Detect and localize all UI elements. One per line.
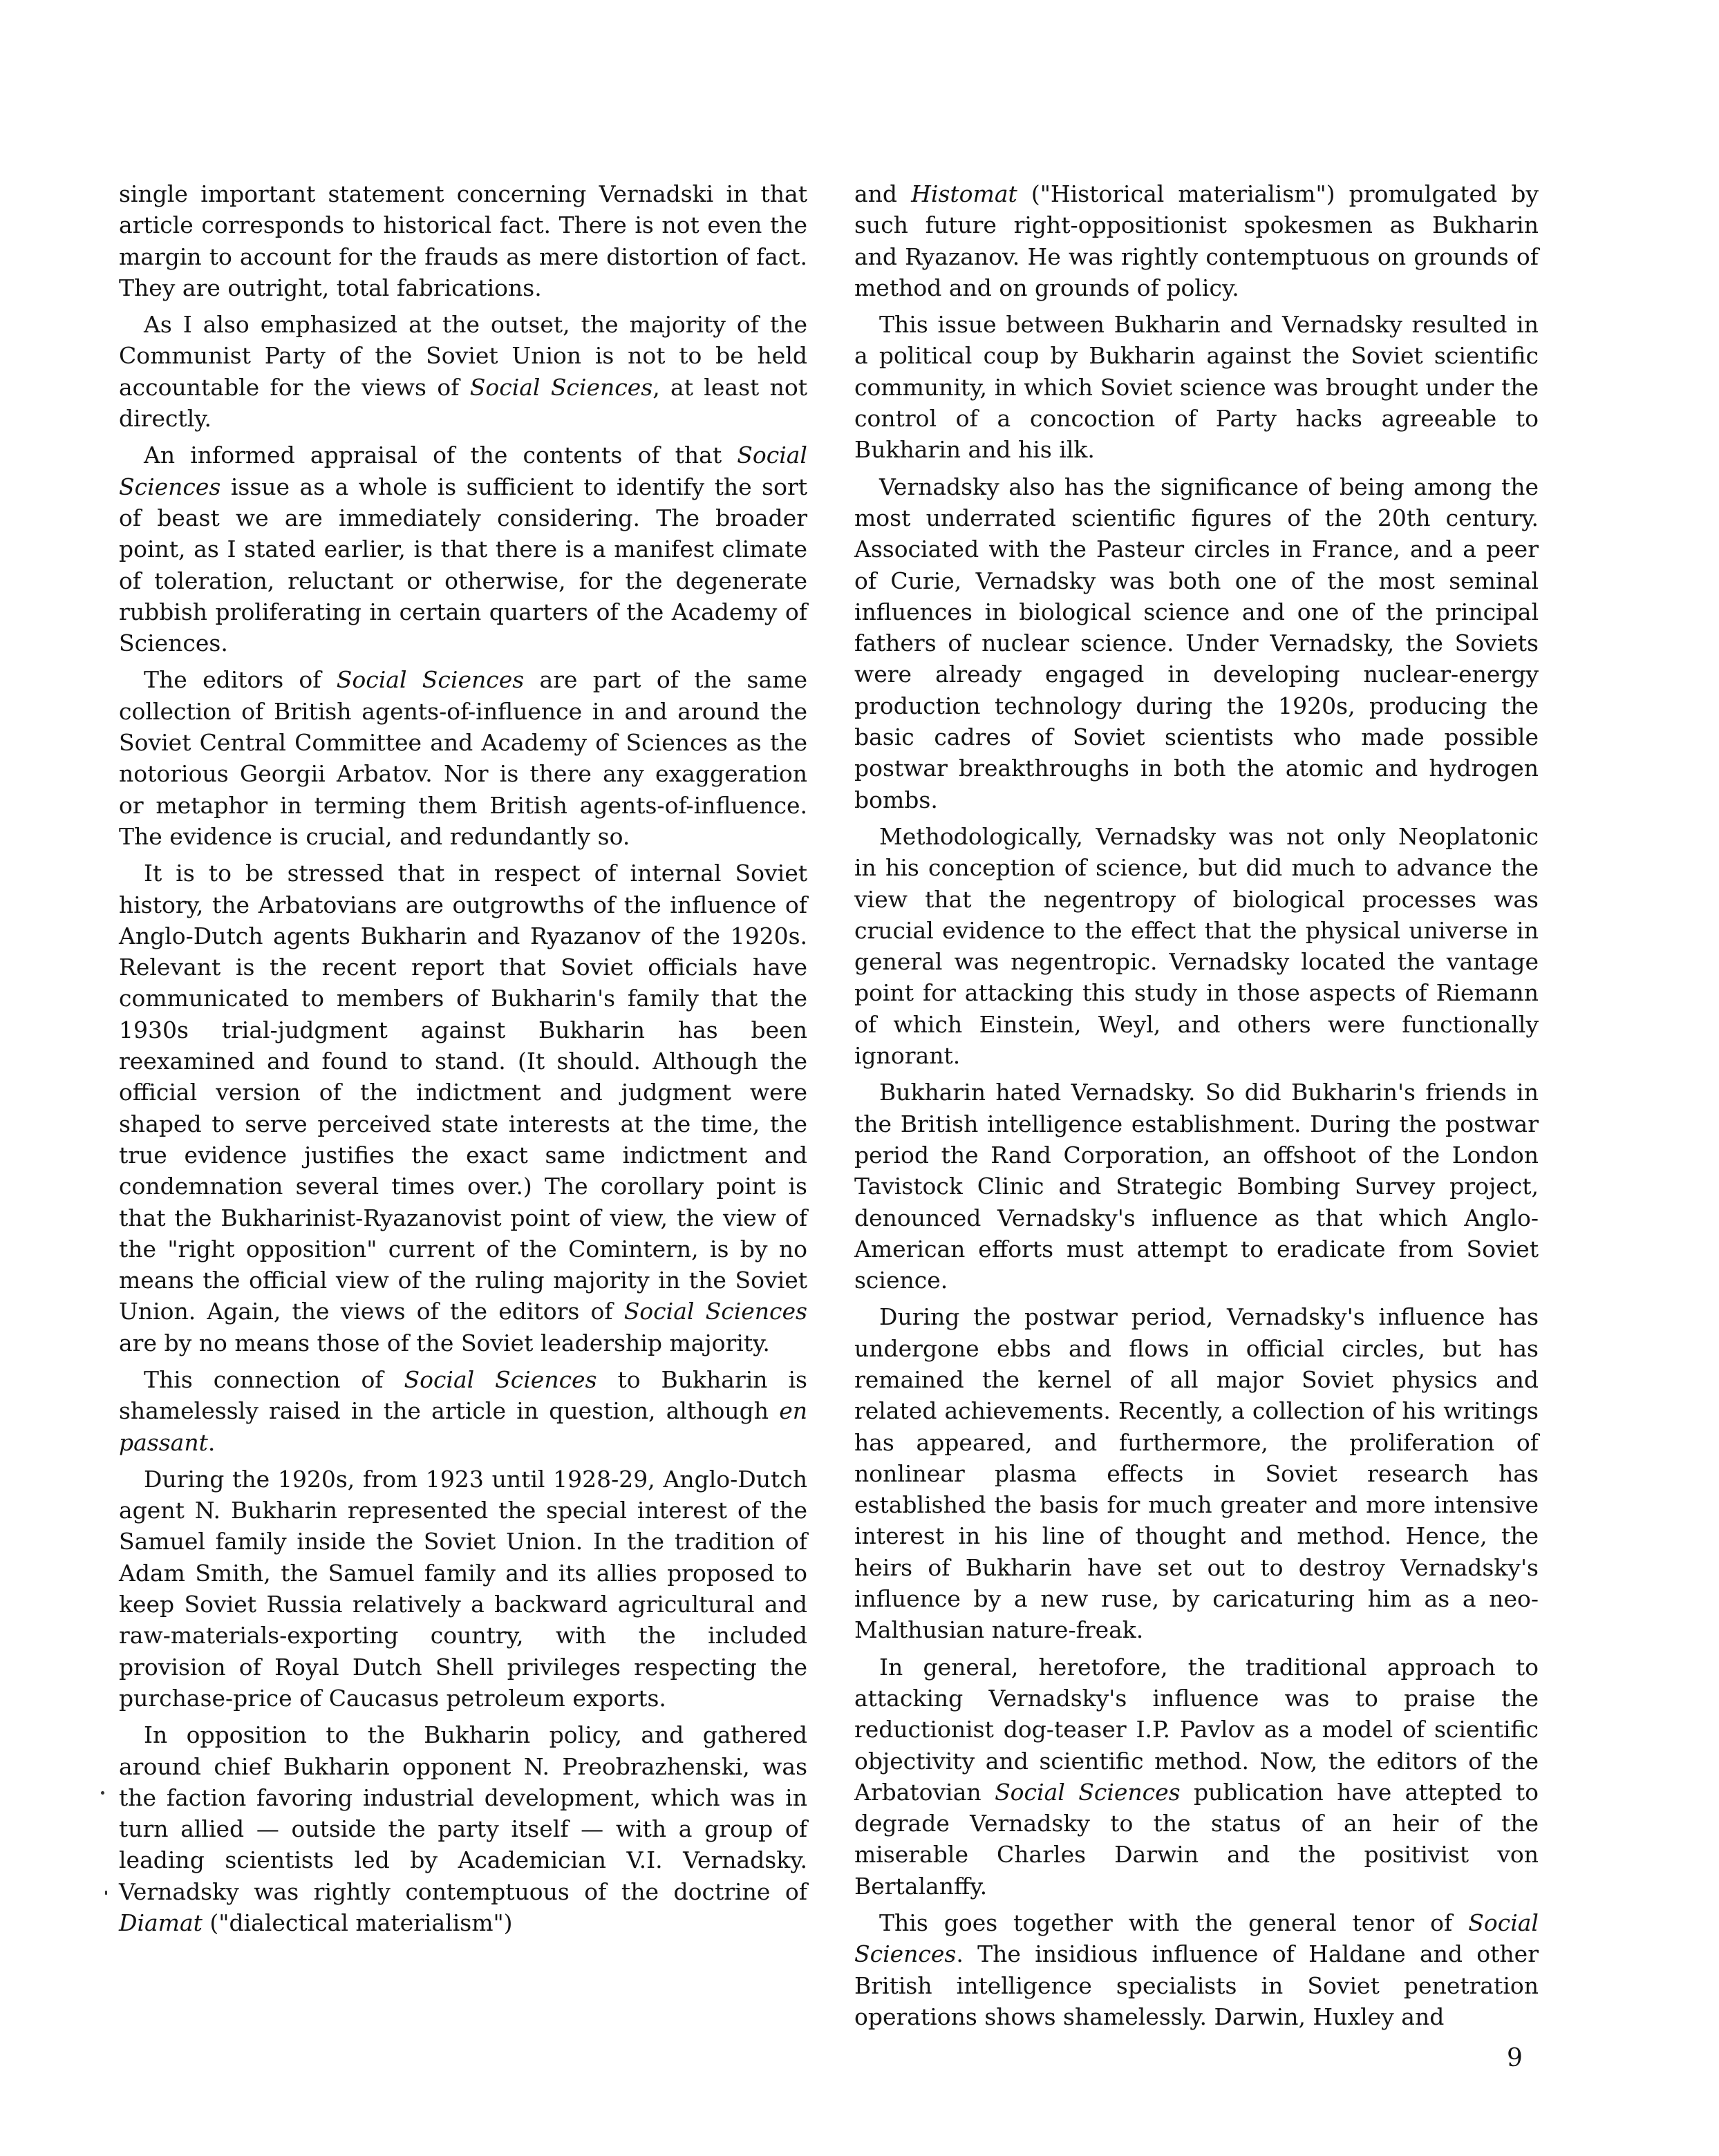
paragraph: In opposition to the Bukharin policy, and gathered around chief Bukharin opponent N. Preobrazhenski, was the faction favoring industrial development, which was in turn allied — outside the party itself — with a group of leading scientists led by Academician V.I. Vernadsky. Vernadsky was rightly contemptuous of the doctrine of Diamat ("dialectical materialism") (119, 1721, 807, 1937)
italic-title: Social Sciences (995, 1778, 1181, 1806)
paragraph: The editors of Social Sciences are part of the same collection of British agents-of-influence in and around the Soviet Central Committee and Academy of Sciences as the notorious Georgii Arbatov. Nor is there any exaggeration or metaphor in terming them British agents-of-influence. The evidence is crucial, and redundantly so. (119, 666, 807, 850)
italic-title: Social Sciences (119, 442, 807, 500)
italic-title: Social Sciences (469, 373, 653, 401)
paragraph: As I also emphasized at the outset, the majority of the Communist Party of the Soviet Union is not to be held accountable for the views of Social Sciences, at least not directly. (119, 311, 807, 433)
paragraph: single important statement concerning Vernadski in that article corresponds to historical fact. There is not even the margin to account for the frauds as mere distortion of fact. They are outright, total fabrications. (119, 180, 807, 301)
paragraph: This issue between Bukharin and Vernadsky resulted in a political coup by Bukharin against the Soviet scientific community, in which Soviet science was brought under the control of a concoction of Party hacks agreeable to Bukharin and his ilk. (854, 311, 1539, 464)
paragraph: Bukharin hated Vernadsky. So did Bukharin's friends in the British intelligence establishment. During the postwar period the Rand Corporation, an offshoot of the London Tavistock Clinic and Strategic Bombing Survey project, denounced Vernadsky's influence as that which Anglo-American efforts must attempt to eradicate from Soviet science. (854, 1079, 1539, 1294)
italic-phrase: en passant (119, 1397, 807, 1456)
paragraph: An informed appraisal of the contents of that Social Sciences issue as a whole is sufficient to identify the sort of beast we are immediately considering. The broader point, as I stated earlier, is that there is a manifest climate of toleration, reluctant or otherwise, for the degenerate rubbish proliferating in certain quarters of the Academy of Sciences. (119, 442, 807, 657)
scan-speck (105, 1891, 107, 1895)
italic-title: Social Sciences (336, 666, 525, 694)
italic-title: Social Sciences (854, 1909, 1539, 1968)
paragraph: This connection of Social Sciences to Bukharin is shamelessly raised in the article in question, although en passant. (119, 1365, 807, 1456)
paragraph: In general, heretofore, the traditional approach to attacking Vernadsky's influence was to praise the reductionist dog-teaser I.P. Pavlov as a model of scientific objectivity and scientific method. Now, the editors of the Arbatovian Social Sciences publication have attepted to degrade Vernadsky to the status of an heir of the miserable Charles Darwin and the positivist von Bertalanffy. (854, 1653, 1539, 1900)
paragraph: and Histomat ("Historical materialism") promulgated by such future right-oppositionist spokesmen as Bukharin and Ryazanov. He was rightly contemptuous on grounds of method and on grounds of policy. (854, 180, 1539, 301)
italic-term: Diamat (119, 1909, 203, 1937)
page-number: 9 (1507, 2044, 1523, 2072)
paragraph: It is to be stressed that in respect of internal Soviet history, the Arbatovians are outgrowths of the influence of Anglo-Dutch agents Bukharin and Ryazanov of the 1920s. Relevant is the recent report that Soviet officials have communicated to members of Bukharin's family that the 1930s trial-judgment against Bukharin has been reexamined and found to stand. (It should. Although the official version of the indictment and judgment were shaped to serve perceived state interests at the time, the true evidence justifies the exact same indictment and condemnation several times over.) The corollary point is that the Bukharinist-Ryazanovist point of view, the view of the "right opposition" current of the Comintern, is by no means the official view of the ruling majority in the Soviet Union. Again, the views of the editors of Social Sciences are by no means those of the Soviet leadership majority. (119, 860, 807, 1356)
italic-title: Social Sciences (623, 1298, 807, 1325)
paragraph: Vernadsky also has the significance of being among the most underrated scientific figures of the 20th century. Associated with the Pasteur circles in France, and a peer of Curie, Vernadsky was both one of the most seminal influences in biological science and one of the principal fathers of nuclear science. Under Vernadsky, the Soviets were already engaged in developing nuclear-energy production technology during the 1920s, producing the basic cadres of Soviet scientists who made possible postwar breakthroughs in both the atomic and hydrogen bombs. (854, 473, 1539, 813)
italic-title: Social Sciences (404, 1365, 597, 1393)
scan-speck (101, 1791, 104, 1795)
paragraph: Methodologically, Vernadsky was not only Neoplatonic in his conception of science, but did much to advance the view that the negentropy of biological processes was crucial evidence to the effect that the physical universe in general was negentropic. Vernadsky located the vantage point for attacking this study in those aspects of Riemann of which Einstein, Weyl, and others were functionally ignorant. (854, 822, 1539, 1070)
right-column (854, 178, 1539, 2038)
paragraph: During the postwar period, Vernadsky's influence has undergone ebbs and flows in official circles, but has remained the kernel of all major Soviet physics and related achievements. Recently, a collection of his writings has appeared, and furthermore, the proliferation of nonlinear plasma effects in Soviet research has established the basis for much greater and more intensive interest in his line of thought and method. Hence, the heirs of Bukharin have set out to destroy Vernadsky's influence by a new ruse, by caricaturing him as a neo-Malthusian nature-freak. (854, 1303, 1539, 1644)
paragraph: During the 1920s, from 1923 until 1928-29, Anglo-Dutch agent N. Bukharin represented the special interest of the Samuel family inside the Soviet Union. In the tradition of Adam Smith, the Samuel family and its allies proposed to keep Soviet Russia relatively a backward agricultural and raw-materials-exporting country, with the included provision of Royal Dutch Shell privileges respecting the purchase-price of Caucasus petroleum exports. (119, 1465, 807, 1712)
left-column (119, 178, 807, 1944)
italic-term: Histomat (911, 180, 1017, 207)
paragraph: This goes together with the general tenor of Social Sciences. The insidious influence of Haldane and other British intelligence specialists in Soviet penetration operations shows shamelessly. Darwin, Huxley and (854, 1909, 1539, 2030)
